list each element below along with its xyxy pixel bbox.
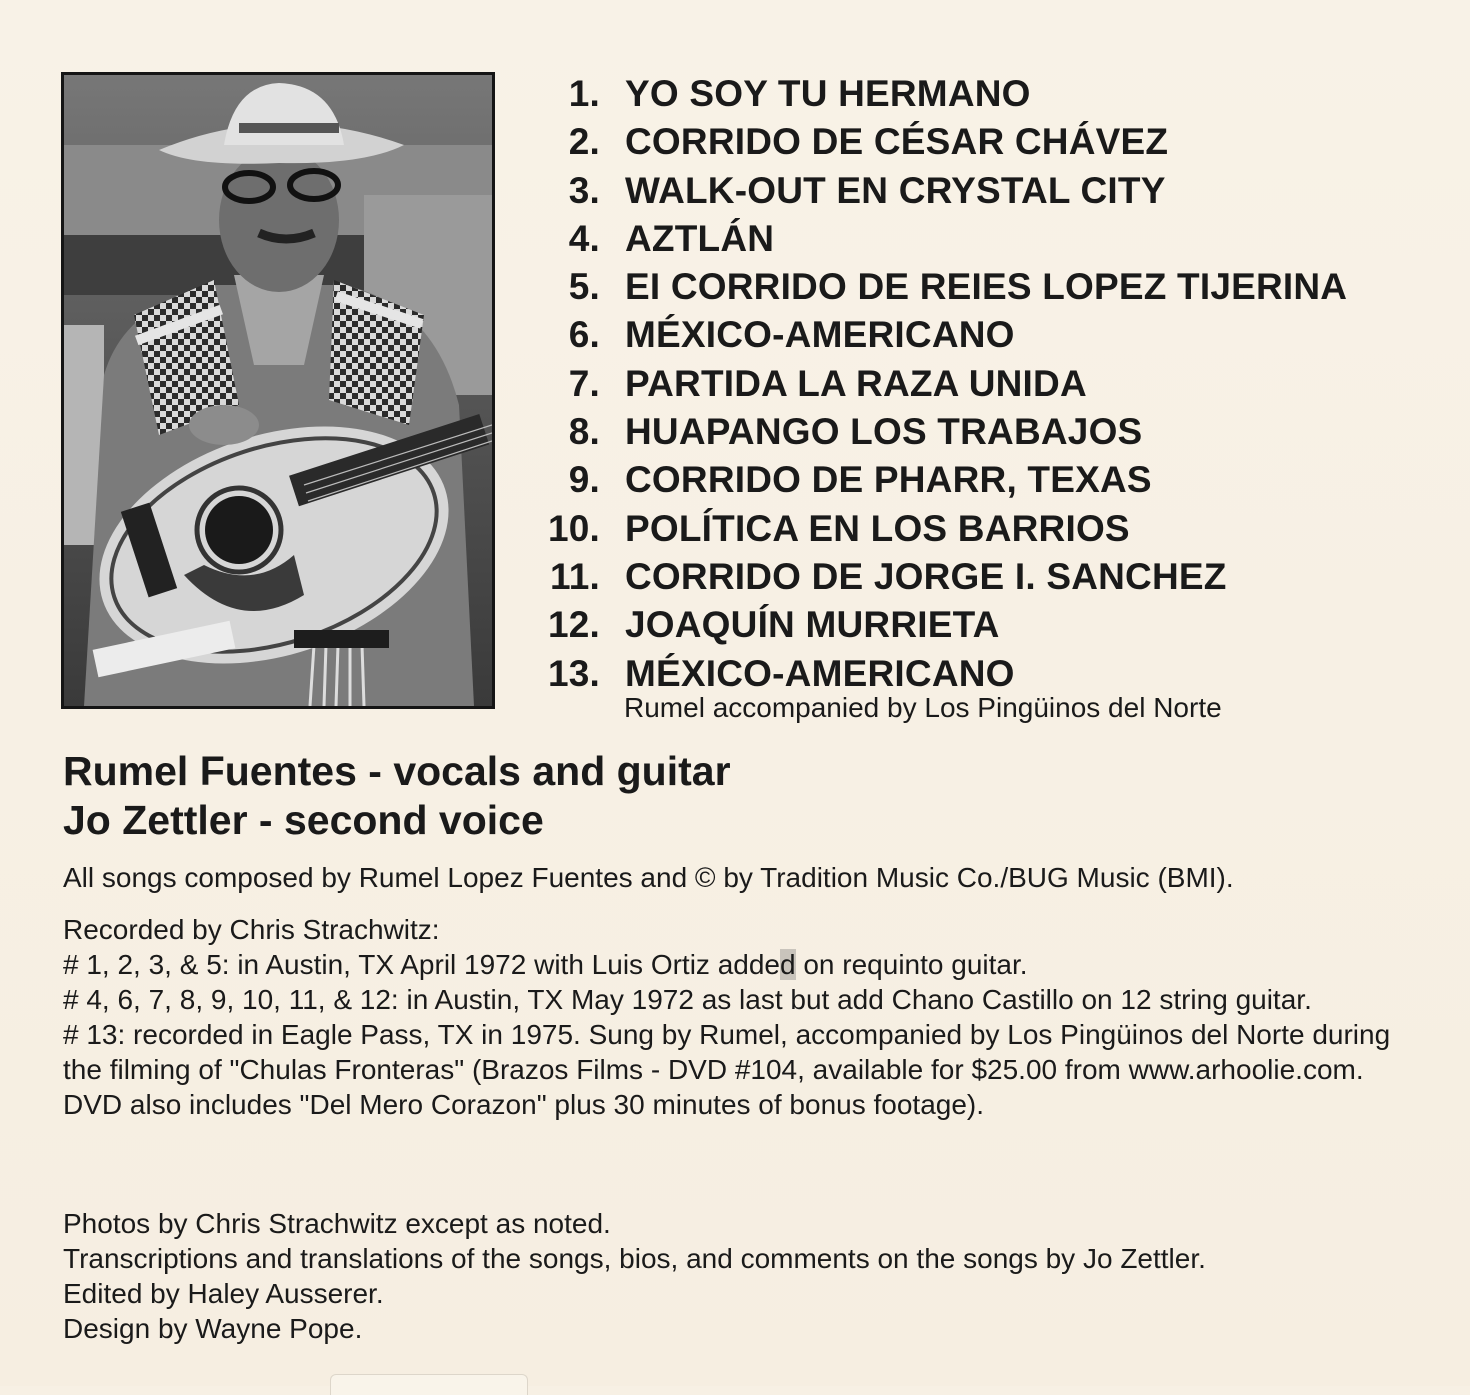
track-list — [540, 70, 1440, 698]
production-credits — [63, 1206, 1423, 1346]
track-item — [540, 360, 1440, 408]
composer-credit: All songs composed by Rumel Lopez Fuentes and © by Tradition Music Co./BUG Music (BMI). — [63, 862, 1234, 893]
track-item — [540, 311, 1440, 359]
track-number: 2. — [568, 121, 600, 163]
track-number: 6. — [568, 314, 600, 356]
track-number: 11. — [550, 555, 600, 597]
track-number: 9. — [568, 459, 600, 501]
track-item — [540, 215, 1440, 263]
recording-line-1-text: # 1, 2, 3, & 5: in Austin, TX April 1972 with Luis Ortiz adde — [63, 949, 780, 980]
track-number: 7. — [568, 362, 600, 404]
track-title: MÉXICO-AMERICANO — [625, 652, 1015, 694]
track-title: AZTLÁN — [625, 217, 775, 259]
text-selection-highlight: d — [780, 949, 796, 980]
track-number: 10. — [547, 507, 600, 549]
track-item — [540, 601, 1440, 649]
recording-line-3: # 13: recorded in Eagle Pass, TX in 1975. Sung by Rumel, accompanied by Los Pingüinos del Norte during the filming of "Chulas Fronteras" (Brazos Films - DVD #104, available for $25.00 from www.arhoolie.com. DVD also includes "Del Mero Corazon" plus 30 minutes of bonus footage). — [63, 1019, 1391, 1120]
track-number: 12. — [547, 604, 600, 646]
track-item — [540, 505, 1440, 553]
track-number: 1. — [568, 73, 600, 114]
track-item — [540, 408, 1440, 456]
recording-line-2: # 4, 6, 7, 8, 9, 10, 11, & 12: in Austin, TX May 1972 as last but add Chano Castillo on 12 string guitar. — [63, 984, 1312, 1015]
track-title: JOAQUÍN MURRIETA — [625, 604, 1000, 646]
track-item — [540, 650, 1440, 698]
recording-line-1-end: on requinto guitar. — [795, 949, 1028, 980]
page-bottom-tab — [330, 1374, 528, 1395]
track-item — [540, 263, 1440, 311]
credit-line-photos: Photos by Chris Strachwitz except as noted. — [63, 1208, 611, 1239]
recording-line-1 — [63, 947, 1423, 982]
track-item — [540, 70, 1440, 118]
performer-credit-rumel: Rumel Fuentes - vocals and guitar — [63, 748, 731, 794]
credit-line-design: Design by Wayne Pope. — [63, 1313, 363, 1344]
track-title: EI CORRIDO DE REIES LOPEZ TIJERINA — [625, 266, 1348, 308]
recording-heading: Recorded by Chris Strachwitz: — [63, 914, 440, 945]
track-item — [540, 118, 1440, 166]
track-title: CORRIDO DE JORGE I. SANCHEZ — [625, 555, 1227, 597]
track-title: CORRIDO DE PHARR, TEXAS — [625, 459, 1152, 501]
track-number: 5. — [568, 266, 600, 308]
track-number: 3. — [568, 169, 600, 211]
recording-notes — [63, 912, 1423, 1122]
track-title: POLÍTICA EN LOS BARRIOS — [625, 507, 1130, 549]
track-item — [540, 553, 1440, 601]
track-title: PARTIDA LA RAZA UNIDA — [625, 362, 1087, 404]
track-item — [540, 456, 1440, 504]
credit-line-transcriptions: Transcriptions and translations of the songs, bios, and comments on the songs by Jo Zettler. — [63, 1243, 1206, 1274]
photo-illustration — [64, 75, 492, 706]
track-item — [540, 167, 1440, 215]
track-number: 4. — [568, 217, 600, 259]
credit-line-editor: Edited by Haley Ausserer. — [63, 1278, 384, 1309]
track-title: YO SOY TU HERMANO — [625, 73, 1031, 114]
track-title: CORRIDO DE CÉSAR CHÁVEZ — [625, 121, 1169, 163]
track-title: MÉXICO-AMERICANO — [625, 314, 1015, 356]
performer-credit-jo: Jo Zettler - second voice — [63, 797, 544, 843]
track-number: 8. — [568, 411, 600, 453]
musician-with-guitar-photo — [61, 72, 495, 709]
track-number: 13. — [547, 652, 600, 694]
track-title: WALK-OUT EN CRYSTAL CITY — [625, 169, 1166, 211]
track-title: HUAPANGO LOS TRABAJOS — [625, 411, 1143, 453]
track-13-note: Rumel accompanied by Los Pingüinos del Norte — [624, 692, 1222, 723]
